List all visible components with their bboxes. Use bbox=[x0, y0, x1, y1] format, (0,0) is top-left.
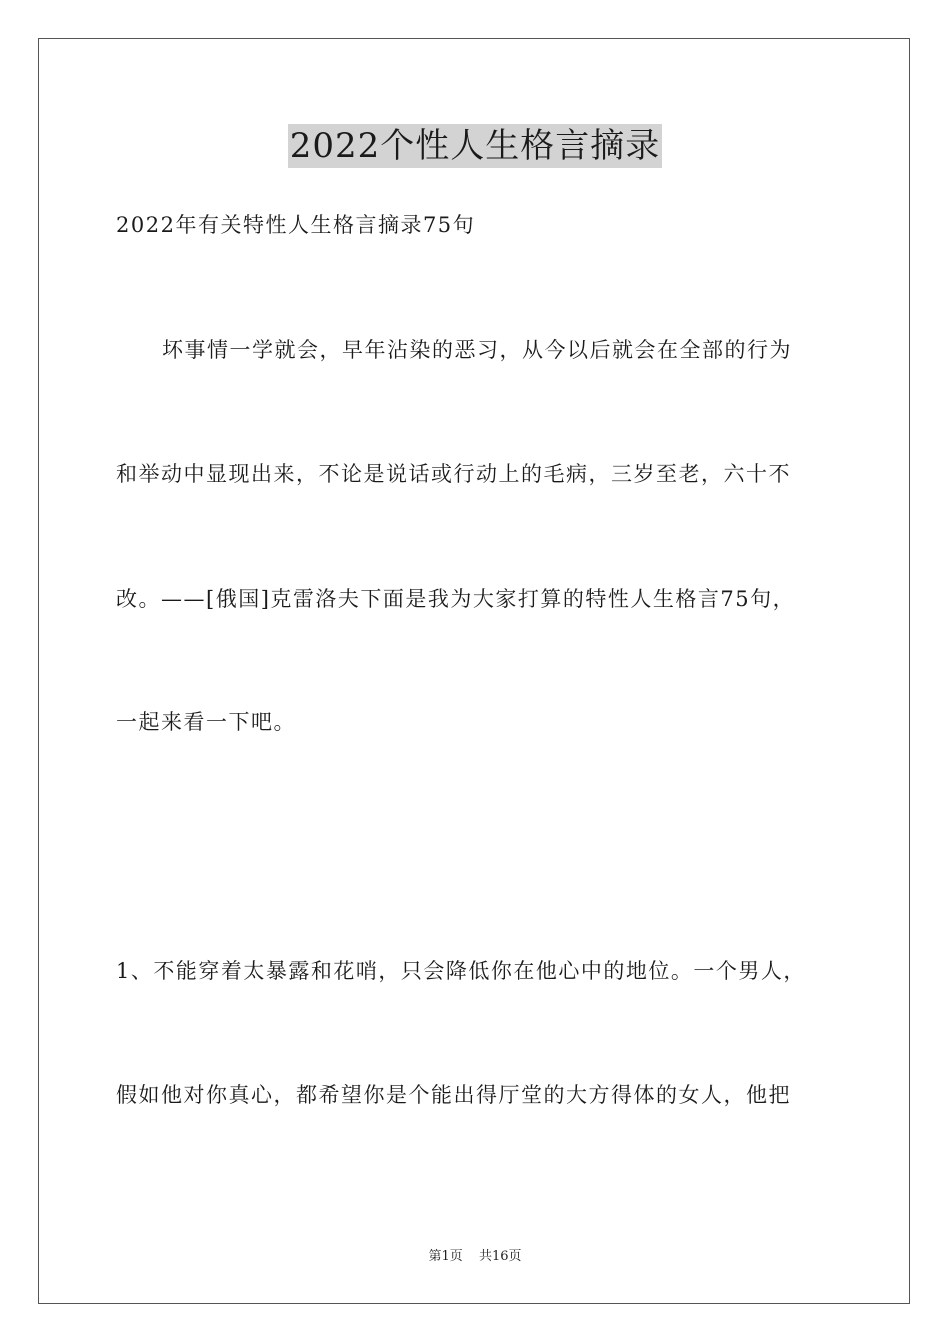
page-number: 第1页 bbox=[428, 1249, 463, 1264]
page-footer bbox=[0, 1248, 950, 1266]
document-subtitle: 2022年有关特性人生格言摘录75句 bbox=[116, 213, 476, 237]
paragraph-line-1: 坏事情一学就会，早年沾染的恶习，从今以后就会在全部的行为 bbox=[162, 338, 792, 362]
paragraph-line-3: 改。——[俄国]克雷洛夫下面是我为大家打算的特性人生格言75句， bbox=[116, 587, 796, 611]
page-total: 共16页 bbox=[478, 1249, 522, 1264]
paragraph-line-4: 一起来看一下吧。 bbox=[116, 710, 296, 734]
title-container bbox=[0, 124, 950, 168]
document-title: 2022个性人生格言摘录 bbox=[289, 126, 661, 166]
paragraph-line-6: 假如他对你真心，都希望你是个能出得厅堂的大方得体的女人，他把 bbox=[116, 1083, 791, 1107]
paragraph-line-2: 和举动中显现出来，不论是说话或行动上的毛病，三岁至老，六十不 bbox=[116, 462, 791, 486]
paragraph-line-5: 1、不能穿着太暴露和花哨，只会降低你在他心中的地位。一个男人， bbox=[116, 959, 806, 983]
